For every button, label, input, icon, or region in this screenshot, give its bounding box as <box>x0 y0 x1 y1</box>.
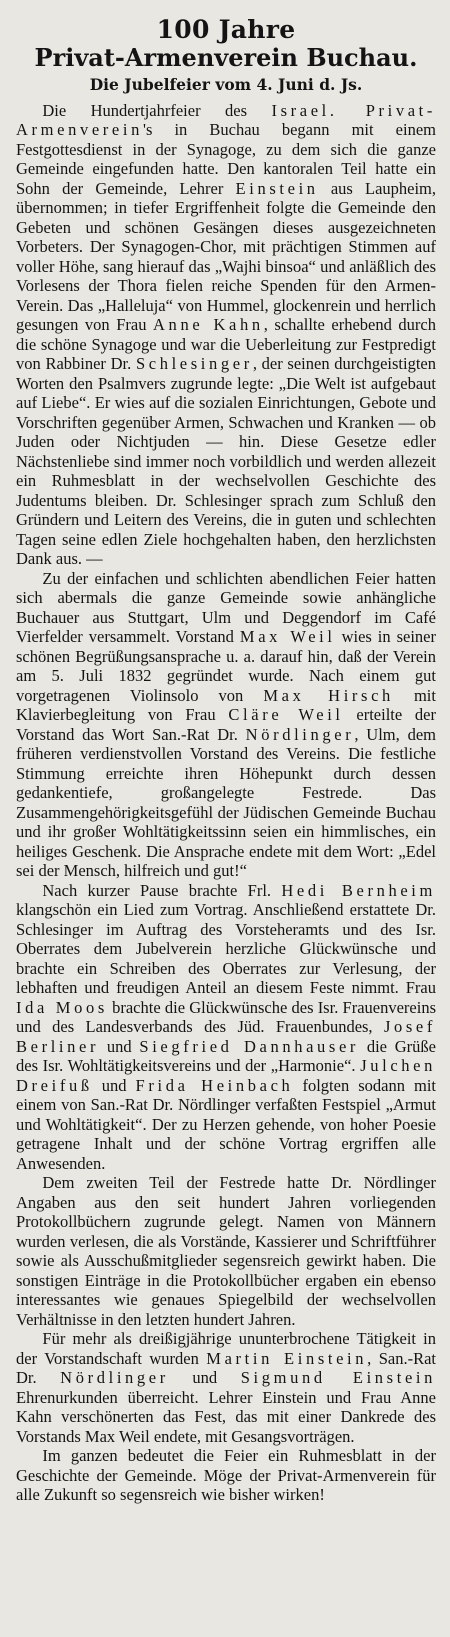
spaced-name: Max Weil <box>239 627 336 646</box>
text-run: klangschön ein Lied zum Vortrag. Anschließend erstattete Dr. Schlesinger im Auftrag des Vorsteheramts und des Isr. Oberrates dem Jubelverein herzliche Glückwünsche und brachte ein Schreiben des Oberrates zur Verlesung, der lebhaften und freudigen Anteil an diesem Feste nimmt. Frau <box>16 900 436 997</box>
paragraph-1 <box>16 101 436 569</box>
text-run: und <box>92 1075 136 1095</box>
text-run: erteilte der Vorstand das Wort San.-Rat Dr. <box>16 705 437 744</box>
text-run: Für mehr als dreißigjährige ununterbrochene Tätigkeit in der Vorstandschaft wurden <box>16 1329 436 1368</box>
spaced-name: Hedi Bernheim <box>281 880 436 900</box>
spaced-name: Siegfried Dannhauser <box>139 1036 360 1056</box>
text-run: Zu der einfachen und schlichten abendlichen Feier hatten sich abermals die ganze Gemeinde sowie anhängliche Buchauer aus Stuttgart, Ulm und Deggendorf im Café Vierfelder versammelt. Vorstand <box>16 568 436 646</box>
text-run: , San.-Rat Dr. <box>16 1348 436 1387</box>
text-run: die Grüße des Isr. Wohltätigkeitsvereins und der „Harmonie“. <box>16 1036 436 1075</box>
text-run: Ehrenurkunden überreicht. Lehrer Einstein und Frau Anne Kahn verschönerten das Fest, das mit einer Dankrede des Vorstands Max Weil endete, mit Gesangsvorträgen. <box>16 1387 436 1446</box>
text-run: , Ulm, dem früheren verdienstvollen Vorstand des Vereins. Die festliche Stimmung erreichte ihren Höhepunkt durch dessen gedankentiefe, großangelegte Festrede. Das Zusammengehörigkeitsgefühl der Jüdischen Gemeinde Buchau und ihr großer Wohltätigkeitssinn seien ein himmlisches, ein heiliges Geschenk. Die Ansprache endete mit dem Wort: „Edel sei der Mensch, hilfreich und gut!“ <box>16 724 436 880</box>
spaced-name: Martin Einstein <box>206 1348 368 1368</box>
text-run: und <box>168 1368 241 1387</box>
paragraph-5 <box>16 1329 436 1446</box>
text-run: und <box>99 1036 140 1056</box>
paragraph-2 <box>16 569 436 881</box>
spaced-name: Nördlinger <box>245 724 355 744</box>
text-run: folgten sodann mit einem von San.-Rat Dr. Nördlinger verfaßten Festspiel „Armut und Wohltätigkeit“. Der zu Herzen gehende, von hoher Poesie getragene Inhalt und der schöne Vortrag ergriffen alle Anwesenden. <box>16 1075 437 1173</box>
paragraph-4: Dem zweiten Teil der Festrede hatte Dr. Nördlinger Angaben aus den seit hundert Jahren vorliegenden Protokollbüchern zugrunde gelegt. Namen von Männern wurden verlesen, die als Vorstände, Kassierer und Schriftführer sowie als Ausschußmitglieder segensreich gewirkt haben. Die sonstigen Einträge in die Protokollbücher ergaben ein ebenso interessantes wie genaues Spiegelbild der wechselvollen Verhältnisse in den letzten hundert Jahren. <box>16 1173 436 1329</box>
text-run: , schallte erhebend durch die schöne Synagoge und war die Ueberleitung zur Festpredigt von Rabbiner Dr. <box>16 315 436 373</box>
spaced-name: Ida Moos <box>16 997 108 1017</box>
spaced-name: Anne Kahn <box>153 315 264 334</box>
text-run: aus Laupheim, übernommen; in tiefer Ergriffenheit folgte die Gemeinde den Gebeten und schönen Gesängen dieses ausgezeichneten Vorbeters. Der Synagogen-Chor, mit prächtigen Stimmen auf voller Höhe, sang hierauf das „Wajhi binsoa“ und anläßlich des Vorlesens der Thora fielen reiche Spenden für den Armen-Verein. Das „Halleluja“ von Hummel, glockenrein und herrlich gesungen von Frau <box>16 178 437 334</box>
spaced-name: Cläre Weil <box>228 705 344 724</box>
paragraph-6: Im ganzen bedeutet die Feier ein Ruhmesblatt in der Geschichte der Gemeinde. Möge der Privat-Armenverein für alle Zukunft so segensreich wie bisher wirken! <box>16 1446 436 1504</box>
spaced-name: Josef Berliner <box>16 1017 436 1056</box>
spaced-name: Schlesinger <box>135 354 253 373</box>
text-run: , der seinen durchgeistigten Worten den Psalmvers zugrunde legte: „Die Welt ist aufgebaut auf Liebe“. Er wies auf die sozialen Einrichtungen, Gebote und Vorschriften gegenüber Armen, Schwachen und Kranken — ob Juden oder Nichtjuden — hin. Diese Gesetze edler Nächstenliebe sind immer noch vorbildlich und werden allezeit ein Ruhmesblatt in der wechselvollen Geschichte des Judentums bleiben. Dr. Schlesinger sprach zum Schluß den Gründern und Leitern des Vereins, die in guten und schlechten Tagen seine edlen Ziele hochgehalten haben, den herzlichsten Dank aus. — <box>16 354 436 568</box>
text-run: brachte die Glückwünsche des Isr. Frauenvereins und des Landesverbands des Jüd. Frauenbundes, <box>16 997 436 1036</box>
headline-line-1: 100 Jahre <box>156 15 296 44</box>
spaced-name: Julchen Dreifuß <box>16 1056 436 1095</box>
text-run: Nach kurzer Pause brachte Frl. <box>42 880 282 900</box>
spaced-name: Israel. Privat-Armenverein <box>16 100 437 139</box>
subheadline: Die Jubelfeier vom 4. Juni d. Js. <box>89 74 363 94</box>
spaced-name: Frida Heinbach <box>135 1075 294 1095</box>
spaced-name: Einstein <box>235 178 319 198</box>
spaced-name: Sigmund Einstein <box>240 1368 436 1387</box>
text-run: 's in Buchau begann mit einem Festgottesdienst in der Synagoge, zu dem sich die ganze Gemeinde eingefunden hatte. Den kantoralen Teil hatte ein Sohn der Gemeinde, Lehrer <box>16 120 436 198</box>
spaced-name: Max Hirsch <box>263 685 394 705</box>
spaced-name: Nördlinger <box>60 1368 169 1387</box>
text-run: mit Klavierbegleitung von Frau <box>16 685 436 724</box>
paragraph-3 <box>16 881 436 1174</box>
headline-line-2: Privat-Armenverein Buchau. <box>34 43 418 72</box>
text-run: Die Hundertjahrfeier des <box>42 100 272 120</box>
text-run: wies in seiner schönen Begrüßungsansprache u. a. darauf hin, daß der Verein am 5. Juli 1832 gegründet wurde. Nach einem gut vorgetragenen Violinsolo von <box>16 627 437 705</box>
